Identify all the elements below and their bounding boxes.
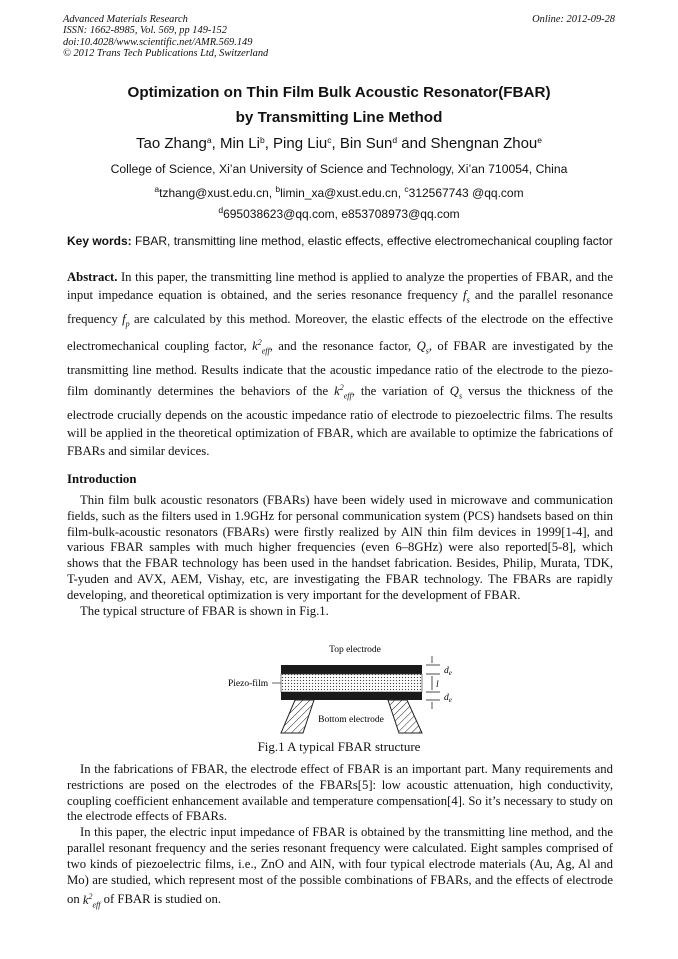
abstract [67, 268, 613, 460]
author-mark: e [537, 135, 543, 145]
introduction-body [67, 493, 613, 619]
email-list [63, 183, 615, 225]
email-mark: a [154, 184, 160, 194]
paper-title [63, 80, 615, 130]
symbol-keff [334, 382, 352, 401]
dimension-l: l [436, 680, 439, 690]
bottom-electrode [281, 692, 422, 700]
email-mark: d [218, 205, 224, 215]
paragraph: In the fabrications of FBAR, the electrode effect of FBAR is an important part. Many requirements and restrictions are posed on the electrodes of the FBARs[5]: low acoustic attenuation, high conductivity, coupling coefficient enhancement available and temperature compensation[4]. So it’s necessary to study on the electrode effects of FBARs. [67, 762, 613, 824]
abstract-label: Abstract. [67, 270, 118, 284]
email[interactable]: tzhang@xust.edu.cn, [159, 186, 276, 200]
piezo-film-label: Piezo-film [228, 679, 269, 689]
symbol-q: Q [416, 338, 426, 353]
symbol-sup: 2 [257, 337, 262, 347]
symbol-fp [122, 311, 130, 329]
abstract-text: versus the thickness of the electrode crucially depends on the acoustic impedance ratio of electrode to piezoelectric films. The results will be applied in the theoretical optimization of FBAR, which are available to optimize the fabrications of FBARs and similar devices. [67, 384, 613, 459]
email-line-1 [63, 183, 615, 204]
symbol-q: Q [449, 384, 459, 399]
journal-header [63, 14, 615, 59]
author-mark: d [392, 135, 398, 145]
author-separator: , [264, 135, 274, 152]
body-text [67, 762, 613, 913]
abstract-text: In this paper, the transmitting line method is applied to analyze the properties of FBAR, and the input impedance equation is obtained, and the series resonance frequency [67, 270, 613, 303]
top-electrode [281, 665, 422, 674]
journal-name: Advanced Materials Research [63, 14, 188, 25]
symbol-k: k [82, 892, 89, 907]
author-name: Bin Sun [339, 135, 393, 152]
email[interactable]: 312567743 @qq.com [408, 186, 524, 200]
email-mark: b [275, 184, 281, 194]
symbol-sup: 2 [339, 382, 344, 392]
substrate-left [281, 700, 314, 733]
figure-caption: Fig.1 A typical FBAR structure [257, 739, 421, 754]
author-list [63, 134, 615, 154]
symbol-f: f [122, 311, 126, 326]
paragraph: Thin film bulk acoustic resonators (FBARs) have been widely used in microwave and communication fields, such as the filters used in 1.9GHz for personal communication system (PCS) handsets based on thin film-bulk-acoustic resonators (FBARs) were firstly realized by AlN thin film devices in 1999[1-4], and various FBAR samples with much higher frequencies (even 6–8GHz) were also reported[5-8], which shows that the FBAR technology has been used in the handset fabrication. Besides, Philip, Murata, TDK, T-yuden and AVX, AEM, Vishay, etc, are investigating the FBAR technology. The FBARs are rapidly developing, and theoretical optimization is very important for the development of FBAR. [67, 493, 613, 602]
top-electrode-label: Top electrode [329, 645, 381, 655]
author-separator: , [211, 135, 220, 152]
title-line-1: Optimization on Thin Film Bulk Acoustic Resonator(FBAR) [127, 84, 551, 101]
author-mark: c [327, 135, 332, 145]
bottom-electrode-label: Bottom electrode [318, 715, 384, 725]
section-heading-introduction: Introduction [67, 472, 137, 486]
abstract-paragraph [67, 268, 613, 460]
symbol-sub: s [466, 295, 470, 305]
author-and: and [397, 135, 431, 152]
symbol-sub: s [425, 346, 429, 356]
symbol-keff [82, 891, 101, 910]
author-name: Min Li [219, 135, 260, 152]
author-name: Ping Liu [273, 135, 328, 152]
symbol-sub: eff [261, 346, 270, 356]
abstract-text: are calculated by this method. Moreover, the elastic effects of the electrode on the effective electromechanical coupling factor, [67, 311, 613, 353]
symbol-sub: eff [92, 900, 101, 910]
abstract-text: , and the resonance factor, [269, 338, 417, 353]
email[interactable]: 695038623@qq.com, [223, 207, 342, 221]
symbol-qs [416, 338, 429, 356]
substrate-right [388, 700, 422, 733]
keywords-text: FBAR, transmitting line method, elastic effects, effective electromechanical coupling factor [131, 234, 613, 248]
piezo-film [281, 674, 422, 692]
paragraph-text: In this paper, the electric input impedance of FBAR is obtained by the transmitting line method, and the parallel resonant frequency and the series resonant frequency were calculated. Eight samples comprised of two kinds of piezoelectric films, i.e., ZnO and AlN, with four typical electrode materials (Au, Ag, Al and Mo) are studied, which represent most of the possible combinations of FBARs, and the effects of electrode on [67, 825, 613, 907]
dimension-de-top: $d_e$ [444, 666, 452, 677]
symbol-sup: 2 [88, 891, 93, 901]
title-line-2: by Transmitting Line Method [235, 109, 443, 126]
abstract-text: and the parallel resonance frequency [67, 288, 613, 326]
author-mark: a [206, 135, 212, 145]
abstract-text: , the variation of [351, 384, 450, 399]
symbol-keff [252, 337, 270, 356]
email[interactable]: 853708973@qq.com [348, 207, 460, 221]
symbol-f: f [463, 288, 467, 303]
keywords [67, 233, 613, 249]
symbol-k: k [252, 338, 258, 353]
dimension-de-bottom: $d_e$ [444, 693, 452, 704]
email-line-2 [63, 204, 615, 225]
copyright: © 2012 Trans Tech Publications Ltd, Switzerland [63, 47, 269, 59]
author-mark: b [259, 135, 265, 145]
online-date: Online: 2012-09-28 [532, 14, 615, 25]
abstract-text: , of FBAR are investigated by the transmitting line method. Results indicate that the acoustic impedance ratio of the electrode to the piezo-film dominantly determines the behaviors of the [67, 338, 613, 399]
email-mark: c [404, 184, 409, 194]
affiliation: College of Science, Xi’an University of Science and Technology, Xi’an 710054, China [110, 162, 568, 176]
author-name: Tao Zhang [135, 135, 207, 152]
issn: ISSN: 1662-8985, Vol. 569, pp 149-152 [63, 25, 227, 37]
author-separator: , [331, 135, 340, 152]
keywords-label: Key words: [67, 234, 132, 248]
paragraph-text: of FBAR is studied on. [100, 892, 222, 907]
symbol-sub: s [458, 391, 463, 401]
doi: doi:10.4028/www.scientific.net/AMR.569.149 [63, 36, 253, 48]
symbol-sub: p [125, 319, 130, 329]
paragraph [67, 825, 613, 913]
email-mark: e [341, 207, 349, 221]
author-name: Shengnan Zhou [430, 135, 538, 152]
symbol-fs [463, 288, 470, 305]
email[interactable]: limin_xa@xust.edu.cn, [280, 186, 405, 200]
symbol-qs [449, 384, 463, 401]
symbol-k: k [334, 384, 340, 399]
symbol-sub: eff [343, 391, 352, 401]
paragraph: The typical structure of FBAR is shown in Fig.1. [80, 603, 329, 618]
